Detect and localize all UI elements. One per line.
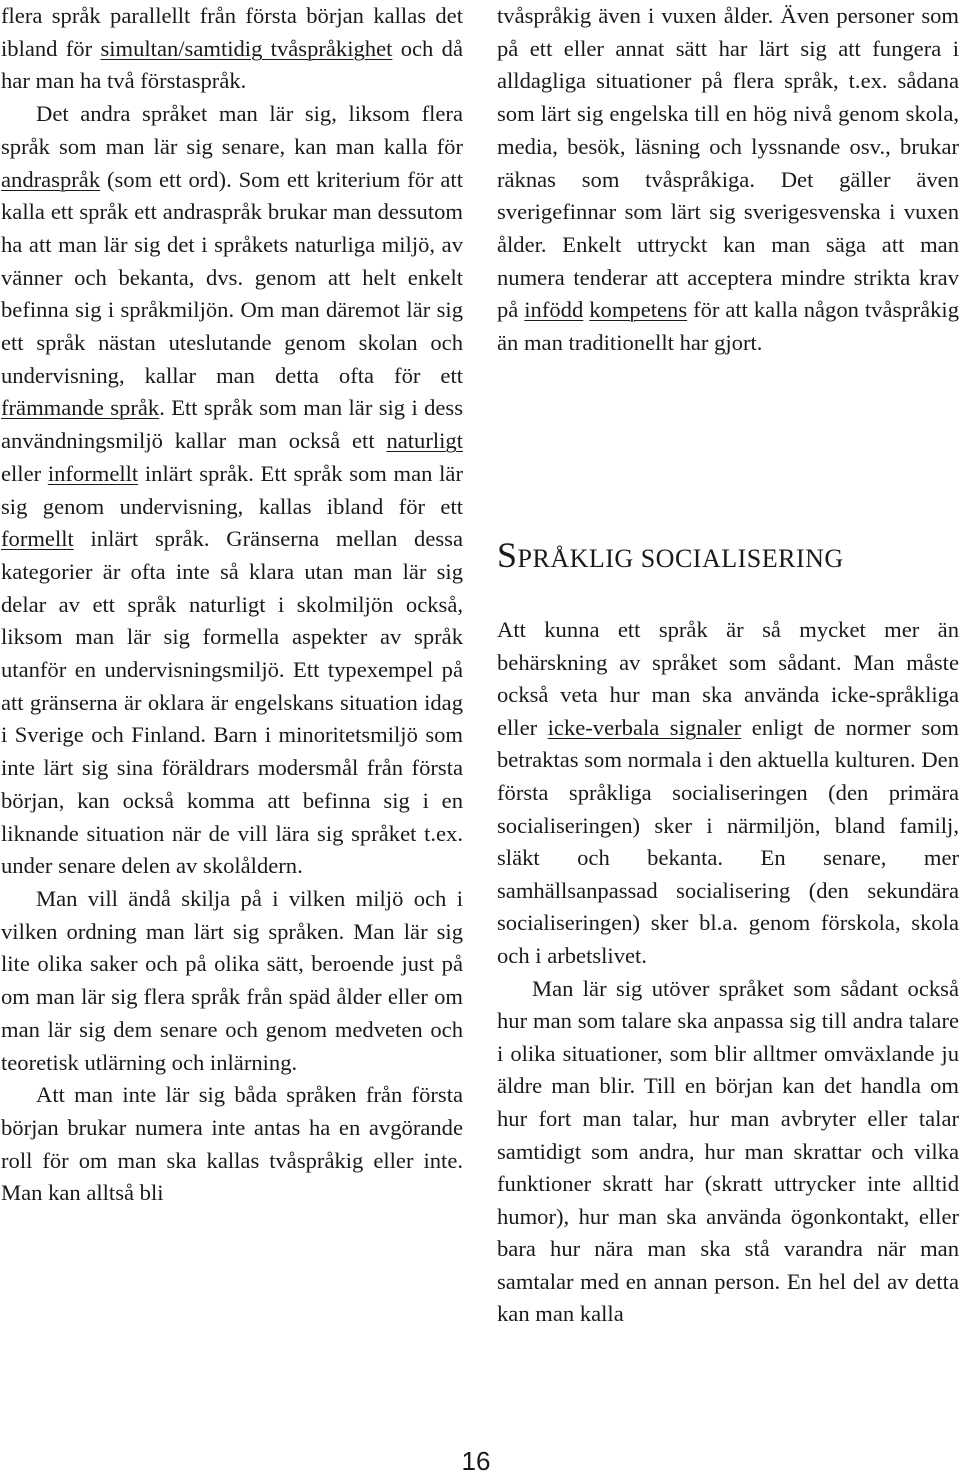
right-column-bottom bbox=[497, 614, 959, 1331]
heading-rest: PRÅKLIG SOCIALISERING bbox=[517, 544, 844, 573]
text-run: flera språk parallellt från första början kallas det ibland för bbox=[1, 3, 463, 61]
text-run: enligt de normer som betraktas som normala i den aktuella kulturen. Den första språkliga socialiseringen (den primära socialiseringen) sker i närmiljön, bland familj, släkt och bekanta. En senare, mer samhällsanpassad socialisering (den sekundära socialiseringen) sker bl.a. genom förskola, skola och i arbetslivet. bbox=[497, 714, 959, 968]
section-heading bbox=[497, 530, 959, 584]
paragraph-continuation bbox=[1, 0, 463, 98]
text-run: Att kunna ett språk är så mycket mer än behärskning av språket som sådant. Man måste också veta hur man ska använda icke-språkliga eller bbox=[497, 617, 959, 740]
paragraph-forsta-borjan: Att man inte lär sig båda språken från första början brukar numera inte antas ha en avgörande roll för om man ska kallas tvåspråkig eller inte. Man kan alltså bli bbox=[1, 1082, 463, 1206]
term-informellt: informellt bbox=[47, 460, 139, 486]
term-andrasprak: andraspråk bbox=[1, 166, 101, 192]
page-number: 16 bbox=[461, 1446, 491, 1476]
heading-initial: S bbox=[497, 535, 518, 575]
paragraph-miljo-ordning: Man vill ändå skilja på i vilken miljö och i vilken ordning man lärt sig språken. Man lär sig lite olika saker och på olika sätt, beroende just på om man lär sig flera språk från späd ålder eller om man lär sig dem senare och genom medveten och teoretisk utlärning och inlärning. bbox=[1, 885, 463, 1075]
right-column-top bbox=[497, 0, 959, 360]
left-column bbox=[1, 0, 463, 1210]
term-simultan-tvasprakighet: simultan/samtidig tvåspråkighet bbox=[100, 35, 393, 61]
text-run: tvåspråkig även i vuxen ålder. Även personer som på ett eller annat sätt har lärt sig att fungera i alldagliga situationer på flera språk, t.ex. sådana som lärt sig engelska till en hög nivå genom skola, media, besök, läsning och lyssnande osv., brukar räknas som tvåspråkiga. Det gäller även sverigefinnar som lärt sig sverigesvenska i vuxen ålder. Enkelt uttryckt kan man säga att man numera tenderar att acceptera mindre strikta krav på bbox=[497, 3, 959, 323]
term-kompetens: kompetens bbox=[589, 297, 688, 323]
text-run: inlärt språk. Gränserna mellan dessa kategorier är ofta inte så klara utan man lär sig delar av ett språk naturligt i skolmiljön också, liksom man lär sig formella aspekter av språk utanför en undervisningsmiljö. Ett typexempel på att gränserna är oklara är engelskans situation idag i Sverige och Finland. Barn i minoritetsmiljö som inte lärt sig sina föräldrars modersmål från första början, kan också komma att befinna sig i en liknande situation när de vill lära sig språket t.ex. under senare delen av skolåldern. bbox=[1, 526, 463, 879]
paragraph-anpassa: Man lär sig utöver språket som sådant också hur man som talare ska anpassa sig till andra talare i olika situationer, som blir alltmer omväxlande ju äldre man blir. Till en början kan det handla om hur fort man talar, hur man avbryter eller talar samtidigt som andra, hur man skrattar och vilka funktioner skratt har (skratt uttrycker inte alltid humor), hur man ska använda ögonkontakt, eller bara hur nära man ska stå varandra när man samtalar med en annan person. En hel del av detta kan man kalla bbox=[497, 975, 959, 1327]
text-run: för att kalla någon tvåspråkig än man traditionellt har gjort. bbox=[497, 297, 959, 356]
term-naturligt: naturligt bbox=[386, 428, 463, 454]
term-infodd: infödd bbox=[524, 297, 584, 323]
text-run: eller bbox=[1, 460, 48, 486]
text-run: och då har man ha två förstaspråk. bbox=[1, 35, 463, 94]
term-frammande-sprak: främmande språk bbox=[1, 395, 160, 421]
paragraph-andrasprak bbox=[1, 98, 463, 883]
paragraph-socialisering bbox=[497, 614, 959, 973]
term-icke-verbala-signaler: icke-verbala signaler bbox=[547, 714, 742, 740]
text-run: inlärt språk. Ett språk som man lär sig genom undervisning, kallas ibland för ett bbox=[1, 460, 463, 519]
term-formellt: formellt bbox=[1, 526, 74, 552]
paragraph-vuxen-alder bbox=[497, 0, 959, 360]
text-run: (som ett ord). Som ett kriterium för att kalla ett språk ett andraspråk brukar man dessutom ha att man lär sig det i språkets naturliga miljö, av vänner och bekanta, dvs. genom att helt enkelt befinna sig i språkmiljön. Om man däremot lär sig ett språk nästan uteslutande genom skolan och undervisning, kallar man detta ofta för ett bbox=[1, 166, 463, 388]
text-run: Det andra språket man lär sig, liksom flera språk som man lär sig senare, kan man kalla för bbox=[1, 101, 463, 159]
text-run: . Ett språk som man lär sig i dess användningsmiljö kallar man också ett bbox=[1, 395, 464, 454]
